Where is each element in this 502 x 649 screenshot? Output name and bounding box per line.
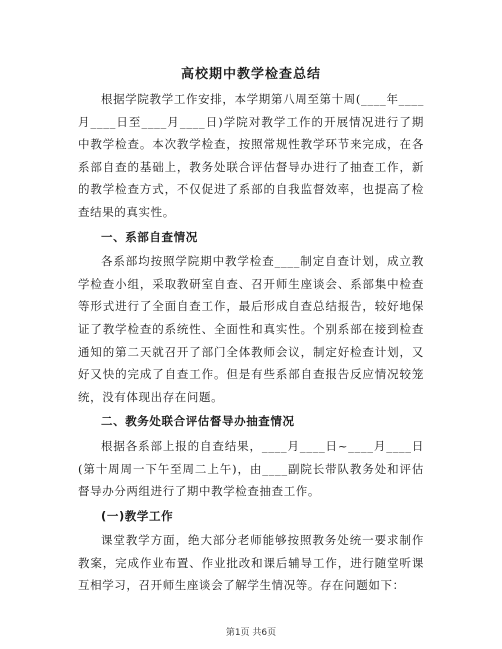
section-heading-spot-check: 二、教务处联合评估督导办抽查情况 [101,414,295,429]
paragraph-intro: 根据学院教学工作安排，本学期第八周至第十周(____年____月____日至____月____日)学院对教学工作的开展情况进行了期中教学检查。本次教学检查，按照常规性教学环节来完成，在各系部自查的基础上，教务处联合评估督导办进行了抽查工作，新的教学检查方式，不仅促进了系部的自我监督效率，也提高了检查结果的真实性。 [78,92,424,219]
subsection-heading-teaching: (一)教学工作 [101,508,174,523]
page-footer: 第1页 共6页 [225,628,277,638]
section-heading-self-check: 一、系部自查情况 [101,229,198,244]
document-title: 高校期中教学检查总结 [180,67,321,82]
paragraph-teaching: 课堂教学方面，绝大部分老师能够按照教务处统一要求制作教案，完成作业布置、作业批改和课后辅导工作，进行随堂听课互相学习，召开师生座谈会了解学生情况等。存在问题如下： [78,533,424,593]
document-body [78,88,424,597]
paragraph-self-check: 各系部均按照学院期中教学检查____制定自查计划，成立教学检查小组，采取教研室自查、召开师生座谈会、系部集中检查等形式进行了全面自查工作，最后形成自查总结报告，较好地保证了教学检查的系统性、全面性和真实性。个别系部在接到检查通知的第二天就召开了部门全体教师会议，制定好检查计划，又好又快的完成了自查工作。但是有些系部自查报告反应情况较笼统，没有体现出存在问题。 [78,254,424,404]
paragraph-spot-check: 根据各系部上报的自查结果，____月____日~____月____日(第十周周一下午至周二上午)，由____副院长带队教务处和评估督导办分两组进行了期中教学检查抽查工作。 [78,438,424,499]
